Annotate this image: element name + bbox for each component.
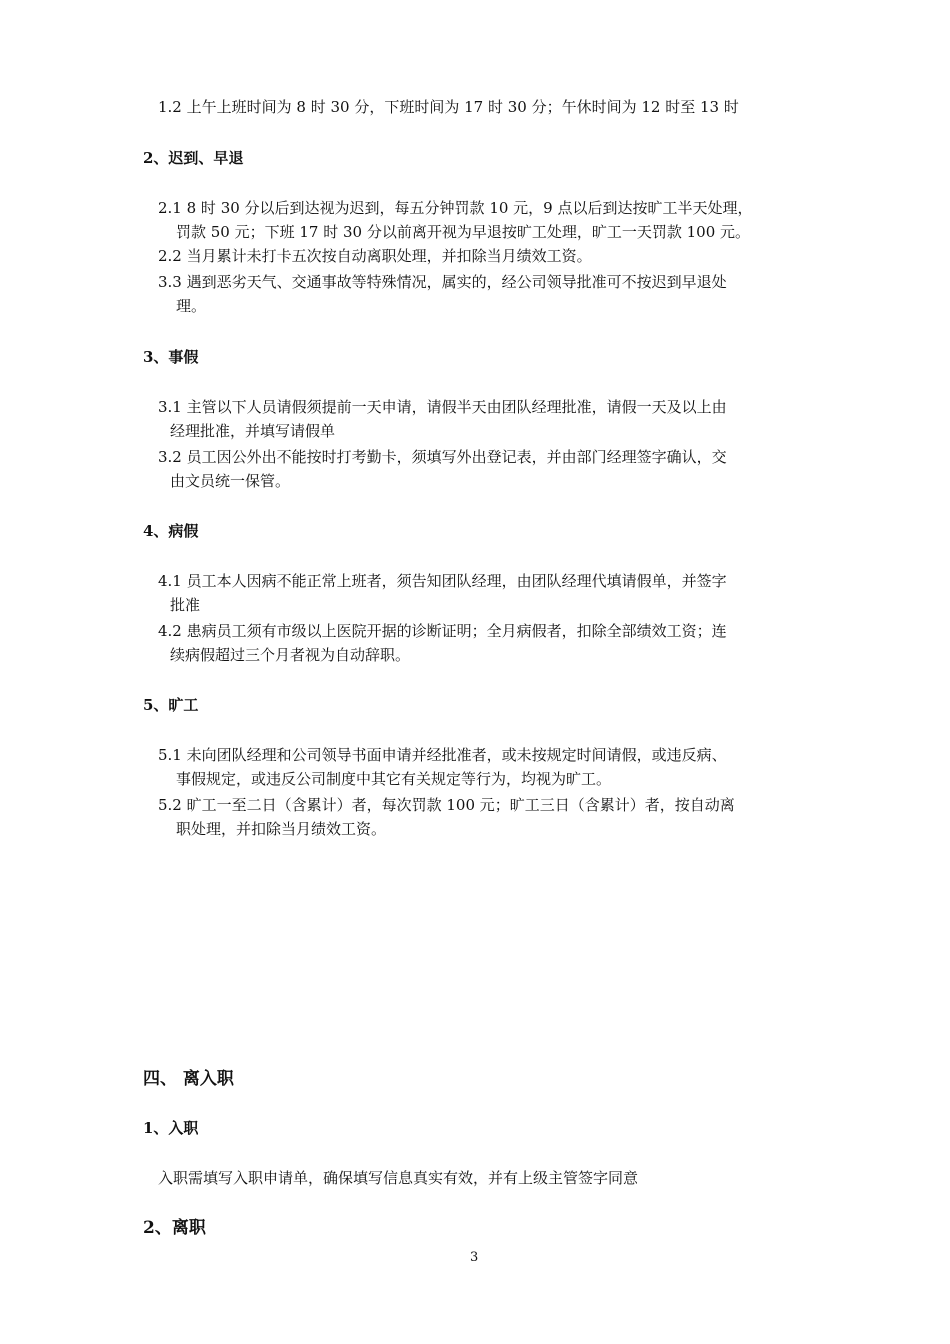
rule-5-1-line2: 事假规定，或违反公司制度中其它有关规定等行为，均视为旷工。 (176, 770, 612, 788)
section-heading-onboarding-offboarding: 四、 离入职 (143, 1069, 234, 1089)
heading-absenteeism: 5、旷工 (143, 696, 199, 714)
rule-2-1-line2: 罚款 50 元；下班 17 时 30 分以前离开视为早退按旷工处理，旷工一天罚款 100 元。 (176, 223, 751, 241)
heading-personal-leave: 3、事假 (143, 348, 199, 366)
heading-late-early: 2、迟到、早退 (143, 149, 244, 167)
rule-4-2-line2: 续病假超过三个月者视为自动辞职。 (170, 646, 411, 664)
rule-3-3-line2: 理。 (176, 297, 207, 315)
rule-4-1-line2: 批准 (170, 596, 201, 614)
rule-2-1-line1: 2.1 8 时 30 分以后到达视为迟到，每五分钟罚款 10 元，9 点以后到达按旷工半天处理， (158, 199, 753, 217)
rule-3-1-line2: 经理批准，并填写请假单 (170, 422, 336, 440)
rule-4-1-line1: 4.1 员工本人因病不能正常上班者，须告知团队经理，由团队经理代填请假单，并签字 (158, 572, 727, 590)
rule-3-1-line1: 3.1 主管以下人员请假须提前一天申请，请假半天由团队经理批准，请假一天及以上由 (158, 398, 727, 416)
rule-3-2-line2: 由文员统一保管。 (170, 472, 291, 490)
page-number: 3 (470, 1250, 479, 1265)
heading-onboarding: 1、入职 (143, 1119, 199, 1137)
rule-5-2-line2: 职处理，并扣除当月绩效工资。 (176, 820, 387, 838)
onboarding-text: 入职需填写入职申请单，确保填写信息真实有效，并有上级主管签字同意 (158, 1169, 639, 1187)
rule-5-2-line1: 5.2 旷工一至二日（含累计）者，每次罚款 100 元；旷工三日（含累计）者，按自动离 (158, 796, 735, 814)
rule-4-2-line1: 4.2 患病员工须有市级以上医院开据的诊断证明；全月病假者，扣除全部绩效工资；连 (158, 622, 727, 640)
rule-5-1-line1: 5.1 未向团队经理和公司领导书面申请并经批准者，或未按规定时间请假，或违反病、 (158, 746, 727, 764)
rule-2-2: 2.2 当月累计未打卡五次按自动离职处理，并扣除当月绩效工资。 (158, 247, 592, 265)
heading-sick-leave: 4、病假 (143, 522, 199, 540)
rule-3-2-line1: 3.2 员工因公外出不能按时打考勤卡，须填写外出登记表，并由部门经理签字确认，交 (158, 448, 727, 466)
heading-offboarding: 2、离职 (143, 1218, 206, 1238)
rule-1-2: 1.2 上午上班时间为 8 时 30 分，下班时间为 17 时 30 分；午休时间为 12 时至 13 时 (158, 98, 739, 116)
rule-3-3-line1: 3.3 遇到恶劣天气、交通事故等特殊情况，属实的，经公司领导批准可不按迟到早退处 (158, 273, 727, 291)
